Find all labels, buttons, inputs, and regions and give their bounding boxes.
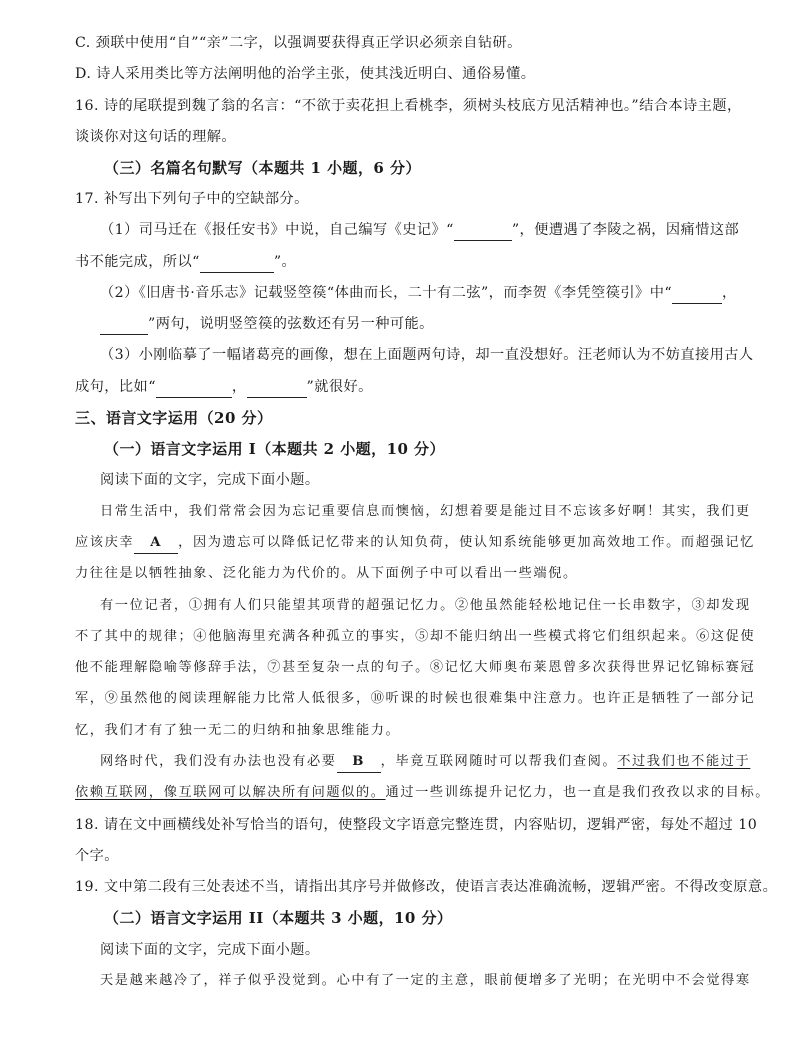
passage-line: 日常生活中，我们常常会因为忘记重要信息而懊恼，幻想着要是能过目不忘该多好啊！其实，我们更 bbox=[100, 504, 751, 519]
section-heading-language-use: 三、语言文字运用（20 分） bbox=[75, 409, 273, 427]
subsection-heading-language-use-1: （一）语言文字运用 I（本题共 2 小题，10 分） bbox=[104, 440, 445, 458]
option-d: D. 诗人采用类比等方法阐明他的治学主张，使其浅近明白、通俗易懂。 bbox=[75, 66, 536, 82]
question-16-line-2: 谈谈你对这句话的理解。 bbox=[75, 129, 237, 145]
question-17-item-3-line-2: 成句，比如“ ， ”就很好。 bbox=[75, 377, 373, 398]
reading-instruction: 阅读下面的文字，完成下面小题。 bbox=[100, 472, 320, 488]
reading-instruction: 阅读下面的文字，完成下面小题。 bbox=[100, 942, 320, 958]
passage-line: 忆，我们才有了独一无二的归纳和抽象思维能力。 bbox=[75, 723, 401, 738]
question-18-line-1: 18. 请在文中画横线处补写恰当的语句，使整段文字语意完整连贯，内容贴切，逻辑严密，每处不超过 10 bbox=[75, 817, 758, 833]
underlined-sentence: 依赖互联网，像互联网可以解决所有问题似的。 bbox=[75, 785, 386, 800]
answer-blank[interactable] bbox=[247, 377, 307, 398]
option-c: C. 颈联中使用“自”“亲”二字，以强调要获得真正学识必须亲自钻研。 bbox=[75, 35, 522, 51]
passage-line: 军，⑨虽然他的阅读理解能力比常人低很多，⑩听课的时候也很难集中注意力。也许正是牺牲了一部分记 bbox=[75, 691, 756, 706]
question-17-item-1-line-2: 书不能完成，所以“ ”。 bbox=[75, 252, 296, 273]
passage-line: 天是越来越冷了，祥子似乎没觉到。心中有了一定的主意，眼前便增多了光明；在光明中不会觉得寒 bbox=[100, 973, 751, 988]
passage-line: 依赖互联网，像互联网可以解决所有问题似的。通过一些训练提升记忆力，也一直是我们孜孜以求的目标。 bbox=[75, 785, 771, 800]
section-heading-famous-lines: （三）名篇名句默写（本题共 1 小题，6 分） bbox=[104, 159, 421, 177]
question-19: 19. 文中第二段有三处表述不当，请指出其序号并做修改，使语言表达准确流畅，逻辑严密。不得改变原意。 bbox=[75, 879, 778, 895]
underlined-sentence: 不过我们也不能过于 bbox=[617, 754, 751, 769]
answer-blank[interactable] bbox=[672, 283, 722, 304]
blank-b: B bbox=[337, 752, 381, 773]
question-16-line-1: 16. 诗的尾联提到魏了翁的名言：“不欲于卖花担上看桃李，须树头枝底方见活精神也。”结合本诗主题， bbox=[75, 98, 742, 114]
blank-a: A bbox=[134, 533, 178, 554]
question-17-item-2-line-2: ”两句，说明竖箜篌的弦数还有另一种可能。 bbox=[100, 314, 434, 335]
question-17-item-1-line-1: （1）司马迁在《报任安书》中说，自己编写《史记》“ ”，便遭遇了李陵之祸，因痛惜这部 bbox=[100, 220, 739, 241]
question-17-item-3-line-1: （3）小刚临摹了一幅诸葛亮的画像，想在上面题两句诗，却一直没想好。汪老师认为不妨直接用古人 bbox=[100, 347, 754, 363]
passage-line: 应该庆幸 A ，因为遗忘可以降低记忆带来的认知负荷，使认知系统能够更加高效地工作。而超强记忆 bbox=[75, 533, 755, 554]
passage-line: 力往往是以牺牲抽象、泛化能力为代价的。从下面例子中可以看出一些端倪。 bbox=[75, 566, 578, 581]
passage-line: 他不能理解隐喻等修辞手法，⑦甚至复杂一点的句子。⑧记忆大师奥布莱恩曾多次获得世界记忆锦标赛冠 bbox=[75, 660, 756, 675]
answer-blank[interactable] bbox=[156, 377, 232, 398]
answer-blank[interactable] bbox=[100, 314, 148, 335]
question-17-item-2-line-1: （2）《旧唐书·音乐志》记载竖箜篌“体曲而长，二十有二弦”，而李贺《李凭箜篌引》中“ ， bbox=[100, 283, 737, 304]
question-18-line-2: 个字。 bbox=[75, 848, 119, 864]
passage-line: 有一位记者，①拥有人们只能望其项背的超强记忆力。②他虽然能轻松地记住一长串数字，③却发现 bbox=[100, 598, 751, 613]
answer-blank[interactable] bbox=[200, 252, 274, 273]
passage-line: 不了其中的规律；④他脑海里充满各种孤立的事实，⑤却不能归纳出一些模式将它们组织起来。⑥这促使 bbox=[75, 629, 756, 644]
question-17-stem: 17. 补写出下列句子中的空缺部分。 bbox=[75, 191, 309, 207]
subsection-heading-language-use-2: （二）语言文字运用 II（本题共 3 小题，10 分） bbox=[104, 909, 453, 927]
passage-line: 网络时代，我们没有办法也没有必要 B ，毕竟互联网随时可以帮我们查阅。不过我们也不能过于 bbox=[100, 752, 750, 773]
answer-blank[interactable] bbox=[454, 220, 512, 241]
